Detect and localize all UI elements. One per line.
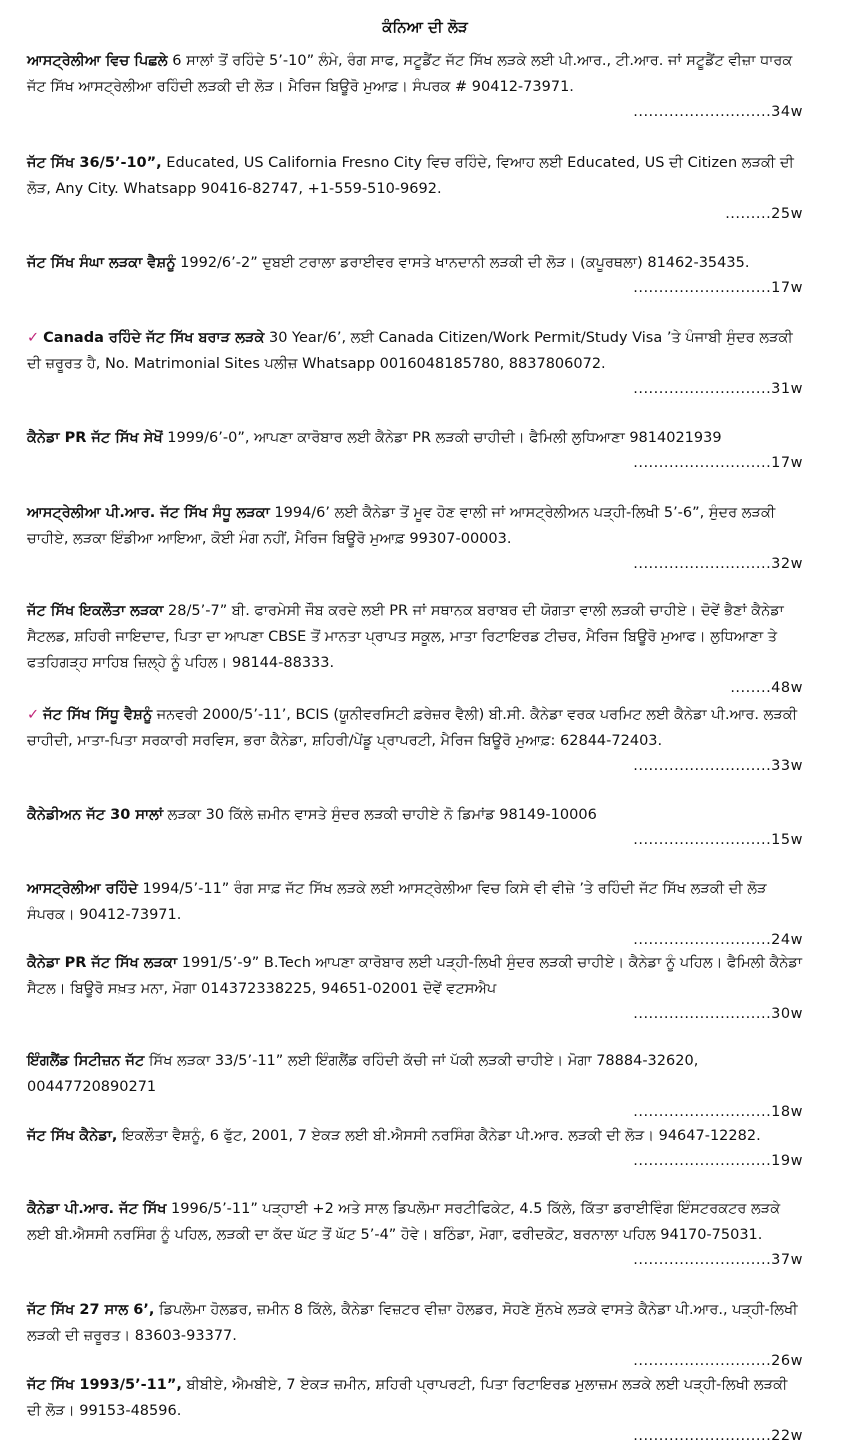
ad-lead: ਕੈਨੇਡੀਅਨ ਜੱਟ 30 ਸਾਲਾਂ	[27, 807, 164, 823]
ad-lead: ਕੈਨੇਡਾ PR ਜੱਟ ਸਿੱਖ ਸੇਖੋਂ	[27, 430, 163, 446]
ad-code: ........48w	[730, 680, 803, 696]
ad-2	[27, 150, 803, 226]
ad-lead: ਕੈਨੇਡਾ ਪੀ.ਆਰ. ਜੱਟ ਸਿੱਖ	[27, 1201, 167, 1217]
ad-body: ਲੜਕਾ 30 ਕਿੱਲੇ ਜ਼ਮੀਨ ਵਾਸਤੇ ਸੁੰਦਰ ਲੜਕੀ ਚਾਹੀਏ ਨੋ ਡਿਮਾਂਡ 98149-10006	[163, 807, 597, 823]
ad-9	[27, 802, 803, 852]
ad-code: ...........................24w	[633, 932, 803, 948]
ad-14	[27, 1196, 803, 1272]
ad-code: ...........................19w	[633, 1153, 803, 1169]
ad-code: .........25w	[725, 206, 803, 222]
ad-lead: ਆਸਟ੍ਰੇਲੀਆ ਵਿਚ ਪਿਛਲੇ	[27, 53, 168, 69]
ad-8	[27, 702, 803, 778]
ad-code: ...........................30w	[633, 1006, 803, 1022]
ad-3	[27, 250, 803, 300]
ad-body: 1994/5’-11” ਰੰਗ ਸਾਫ਼ ਜੱਟ ਸਿੱਖ ਲੜਕੇ ਲਈ ਆਸਟ੍ਰੇਲੀਆ ਵਿਚ ਕਿਸੇ ਵੀ ਵੀਜ਼ੇ ’ਤੇ ਰਹਿੰਦੀ ਜੱਟ ਸਿੱਖ ਲੜਕੀ ਦੀ ਲੋੜ ਸੰਪਰਕ। 90412-73971.	[27, 881, 767, 923]
ad-16	[27, 1372, 803, 1448]
ad-13	[27, 1123, 803, 1173]
ad-lead: ਜੱਟ ਸਿੱਖ 36/5’-10”,	[27, 155, 162, 171]
ad-body: 1999/6’-0”, ਆਪਣਾ ਕਾਰੋਬਾਰ ਲਈ ਕੈਨੇਡਾ PR ਲੜਕੀ ਚਾਹੀਦੀ। ਫੈਮਿਲੀ ਲੁਧਿਆਣਾ 9814021939	[162, 430, 722, 446]
ad-body: 28/5’-7” ਬੀ. ਫਾਰਮੇਸੀ ਜੌਬ ਕਰਦੇ ਲਈ PR ਜਾਂ ਸਥਾਨਕ ਬਰਾਬਰ ਦੀ ਯੋਗਤਾ ਵਾਲੀ ਲੜਕੀ ਚਾਹੀਏ। ਦੋਵੇਂ ਭੈਣਾਂ ਕੈਨੇਡਾ ਸੈਟਲਡ, ਸ਼ਹਿਰੀ ਜਾਇਦਾਦ, ਪਿਤਾ ਦਾ ਆਪਣਾ CBSE ਤੋਂ ਮਾਨਤਾ ਪ੍ਰਾਪਤ ਸਕੂਲ, ਮਾਤਾ ਰਿਟਾਇਰਡ ਟੀਚਰ, ਮੈਰਿਜ ਬਿਊਰੋ ਮੁਆਫ। ਲੁਧਿਆਣਾ ਤੇ ਫਤਹਿਗੜ੍ਹ ਸਾਹਿਬ ਜ਼ਿਲ੍ਹੇ ਨੂੰ ਪਹਿਲ। 98144-88333.	[27, 603, 784, 671]
ad-body: 1992/6’-2” ਦੁਬਈ ਟਰਾਲਾ ਡਰਾਈਵਰ ਵਾਸਤੇ ਖਾਨਦਾਨੀ ਲੜਕੀ ਦੀ ਲੋੜ। (ਕਪੂਰਥਲਾ) 81462-35435.	[175, 255, 750, 271]
ad-12	[27, 1048, 803, 1124]
ad-code: ...........................37w	[633, 1252, 803, 1268]
ad-code: ...........................22w	[633, 1428, 803, 1444]
ad-lead: ਆਸਟ੍ਰੇਲੀਆ ਪੀ.ਆਰ. ਜੱਟ ਸਿੱਖ ਸੰਧੂ ਲੜਕਾ	[27, 505, 270, 521]
ad-11	[27, 950, 803, 1026]
check-mark-icon: ✓	[27, 330, 40, 346]
ad-body: 1996/5’-11” ਪੜ੍ਹਾਈ +2 ਅਤੇ ਸਾਲ ਡਿਪਲੋਮਾ ਸਰਟੀਫਿਕੇਟ, 4.5 ਕਿੱਲੇ, ਕਿੱਤਾ ਡਰਾਈਵਿੰਗ ਇੰਸਟਰਕਟਰ ਲੜਕੇ ਲਈ ਬੀ.ਐਸਸੀ ਨਰਸਿੰਗ ਨੂੰ ਪਹਿਲ, ਲੜਕੀ ਦਾ ਕੱਦ ਘੱਟ ਤੋਂ ਘੱਟ 5’-4” ਹੋਵੇ। ਬਠਿੰਡਾ, ਮੋਗਾ, ਫਰੀਦਕੋਟ, ਬਰਨਾਲਾ ਪਹਿਲ 94170-75031.	[27, 1201, 781, 1243]
ad-lead: ਜੱਟ ਸਿੱਖ ਕੈਨੇਡਾ,	[27, 1128, 118, 1144]
ad-body: ਸਿੱਖ ਲੜਕਾ 33/5’-11” ਲਈ ਇੰਗਲੈਂਡ ਰਹਿੰਦੀ ਕੱਚੀ ਜਾਂ ਪੱਕੀ ਲੜਕੀ ਚਾਹੀਏ। ਮੋਗਾ 78884-32620, 00447720890271	[27, 1053, 699, 1095]
ad-lead: ਜੱਟ ਸਿੱਖ 27 ਸਾਲ 6’,	[27, 1302, 155, 1318]
ad-body: 1994/6’ ਲਈ ਕੈਨੇਡਾ ਤੋਂ ਮੂਵ ਹੋਣ ਵਾਲੀ ਜਾਂ ਆਸਟ੍ਰੇਲੀਅਨ ਪੜ੍ਹੀ-ਲਿਖੀ 5’-6”, ਸੁੰਦਰ ਲੜਕੀ ਚਾਹੀਏ, ਲੜਕਾ ਇੰਡੀਆ ਆਇਆ, ਕੋਈ ਮੰਗ ਨਹੀਂ, ਮੈਰਿਜ ਬਿਊਰੋ ਮੁਆਫ਼ 99307-00003.	[27, 505, 776, 547]
ad-code: ...........................17w	[633, 280, 803, 296]
ad-code: ...........................32w	[633, 556, 803, 572]
ad-lead: ਜੱਟ ਸਿੱਖ ਸਿੱਧੂ ਵੈਸ਼ਨੂੰ	[43, 707, 153, 723]
ad-lead: ਜੱਟ ਸਿੱਖ ਸੰਘਾ ਲੜਕਾ ਵੈਸ਼ਨੂੰ	[27, 255, 176, 271]
ad-code: ...........................17w	[633, 455, 803, 471]
ad-lead: ਕੈਨੇਡਾ PR ਜੱਟ ਸਿੱਖ ਲੜਕਾ	[27, 955, 178, 971]
section-heading: ਕੰਨਿਆ ਦੀ ਲੋੜ	[382, 18, 468, 36]
ad-code: ...........................15w	[633, 832, 803, 848]
ad-6	[27, 500, 803, 576]
ad-code: ...........................34w	[633, 104, 803, 120]
ad-body: 6 ਸਾਲਾਂ ਤੋਂ ਰਹਿੰਦੇ 5’-10” ਲੰਮੇ, ਰੰਗ ਸਾਫ, ਸਟੂਡੈਂਟ ਜੱਟ ਸਿੱਖ ਲੜਕੇ ਲਈ ਪੀ.ਆਰ., ਟੀ.ਆਰ. ਜਾਂ ਸਟੂਡੈਂਟ ਵੀਜ਼ਾ ਧਾਰਕ ਜੱਟ ਸਿੱਖ ਆਸਟ੍ਰੇਲੀਆ ਰਹਿੰਦੀ ਲੜਕੀ ਦੀ ਲੋੜ। ਮੈਰਿਜ ਬਿਊਰੋ ਮੁਆਫ਼। ਸੰਪਰਕ # 90412-73971.	[27, 53, 793, 95]
ad-1	[27, 48, 803, 124]
ad-lead: ਜੱਟ ਸਿੱਖ 1993/5’-11”,	[27, 1377, 182, 1393]
ad-code: ...........................18w	[633, 1104, 803, 1120]
ad-code: ...........................33w	[633, 758, 803, 774]
ad-7	[27, 598, 803, 700]
ad-body: Educated, US California Fresno City ਵਿਚ ਰਹਿੰਦੇ, ਵਿਆਹ ਲਈ Educated, US ਦੀ Citizen ਲੜਕੀ ਦੀ ਲੋੜ, Any City. Whatsapp 90416-82747, +1-559-510-9692.	[27, 155, 794, 197]
ad-body: ਜਨਵਰੀ 2000/5’-11’, BCIS (ਯੂਨੀਵਰਸਿਟੀ ਫ਼ਰੇਜ਼ਰ ਵੈਲੀ) ਬੀ.ਸੀ. ਕੈਨੇਡਾ ਵਰਕ ਪਰਮਿਟ ਲਈ ਕੈਨੇਡਾ ਪੀ.ਆਰ. ਲੜਕੀ ਚਾਹੀਦੀ, ਮਾਤਾ-ਪਿਤਾ ਸਰਕਾਰੀ ਸਰਵਿਸ, ਭਰਾ ਕੈਨੇਡਾ, ਸ਼ਹਿਰੀ/ਪੇਂਡੂ ਪ੍ਰਾਪਰਟੀ, ਮੈਰਿਜ ਬਿਊਰੋ ਮੁਆਫ਼: 62844-72403.	[27, 707, 798, 749]
ad-body: 1991/5’-9” B.Tech ਆਪਣਾ ਕਾਰੋਬਾਰ ਲਈ ਪੜ੍ਹੀ-ਲਿਖੀ ਸੁੰਦਰ ਲੜਕੀ ਚਾਹੀਏ। ਕੈਨੇਡਾ ਨੂੰ ਪਹਿਲ। ਫੈਮਿਲੀ ਕੈਨੇਡਾ ਸੈਟਲ। ਬਿਊਰੋ ਸਖ਼ਤ ਮਨਾ, ਮੋਗਾ 014372338225, 94651-02001 ਦੋਵੇਂ ਵਟਸਐਪ	[27, 955, 802, 997]
ad-body: ਇਕਲੌਤਾ ਵੈਸ਼ਨੂੰ, 6 ਫੁੱਟ, 2001, 7 ਏਕੜ ਲਈ ਬੀ.ਐਸਸੀ ਨਰਸਿੰਗ ਕੈਨੇਡਾ ਪੀ.ਆਰ. ਲੜਕੀ ਦੀ ਲੋੜ। 94647-12282.	[117, 1128, 761, 1144]
ad-lead: Canada ਰਹਿੰਦੇ ਜੱਟ ਸਿੱਖ ਬਰਾੜ ਲੜਕੇ	[43, 330, 265, 346]
ad-body: ਡਿਪਲੋਮਾ ਹੋਲਡਰ, ਜ਼ਮੀਨ 8 ਕਿੱਲੇ, ਕੈਨੇਡਾ ਵਿਜ਼ਟਰ ਵੀਜ਼ਾ ਹੋਲਡਰ, ਸੋਹਣੇ ਸੁੱਨਖੇ ਲੜਕੇ ਵਾਸਤੇ ਕੈਨੇਡਾ ਪੀ.ਆਰ., ਪੜ੍ਹੀ-ਲਿਖੀ ਲੜਕੀ ਦੀ ਜ਼ਰੂਰਤ। 83603-93377.	[27, 1302, 798, 1344]
ad-body: ਬੀਬੀਏ, ਐਮਬੀਏ, 7 ਏਕੜ ਜ਼ਮੀਨ, ਸ਼ਹਿਰੀ ਪ੍ਰਾਪਰਟੀ, ਪਿਤਾ ਰਿਟਾਇਰਡ ਮੁਲਾਜ਼ਮ ਲੜਕੇ ਲਈ ਪੜ੍ਹੀ-ਲਿਖੀ ਲੜਕੀ ਦੀ ਲੋੜ। 99153-48596.	[27, 1377, 788, 1419]
ad-lead: ਇੰਗਲੈਂਡ ਸਿਟੀਜ਼ਨ ਜੱਟ	[27, 1053, 145, 1069]
ad-lead: ਆਸਟ੍ਰੇਲੀਆ ਰਹਿੰਦੇ	[27, 881, 138, 897]
check-mark-icon: ✓	[27, 707, 40, 723]
ad-code: ...........................26w	[633, 1353, 803, 1369]
ad-lead: ਜੱਟ ਸਿੱਖ ਇਕਲੌਤਾ ਲੜਕਾ	[27, 603, 164, 619]
ad-body: 30 Year/6’, ਲਈ Canada Citizen/Work Permit/Study Visa ’ਤੇ ਪੰਜਾਬੀ ਸੁੰਦਰ ਲੜਕੀ ਦੀ ਜ਼ਰੂਰਤ ਹੈ, No. Matrimonial Sites ਪਲੀਜ਼ Whatsapp 0016048185780, 8837806072.	[27, 330, 793, 372]
ad-15	[27, 1297, 803, 1373]
ad-10	[27, 876, 803, 952]
ad-4	[27, 325, 803, 401]
ad-5	[27, 425, 803, 475]
ad-code: ...........................31w	[633, 381, 803, 397]
